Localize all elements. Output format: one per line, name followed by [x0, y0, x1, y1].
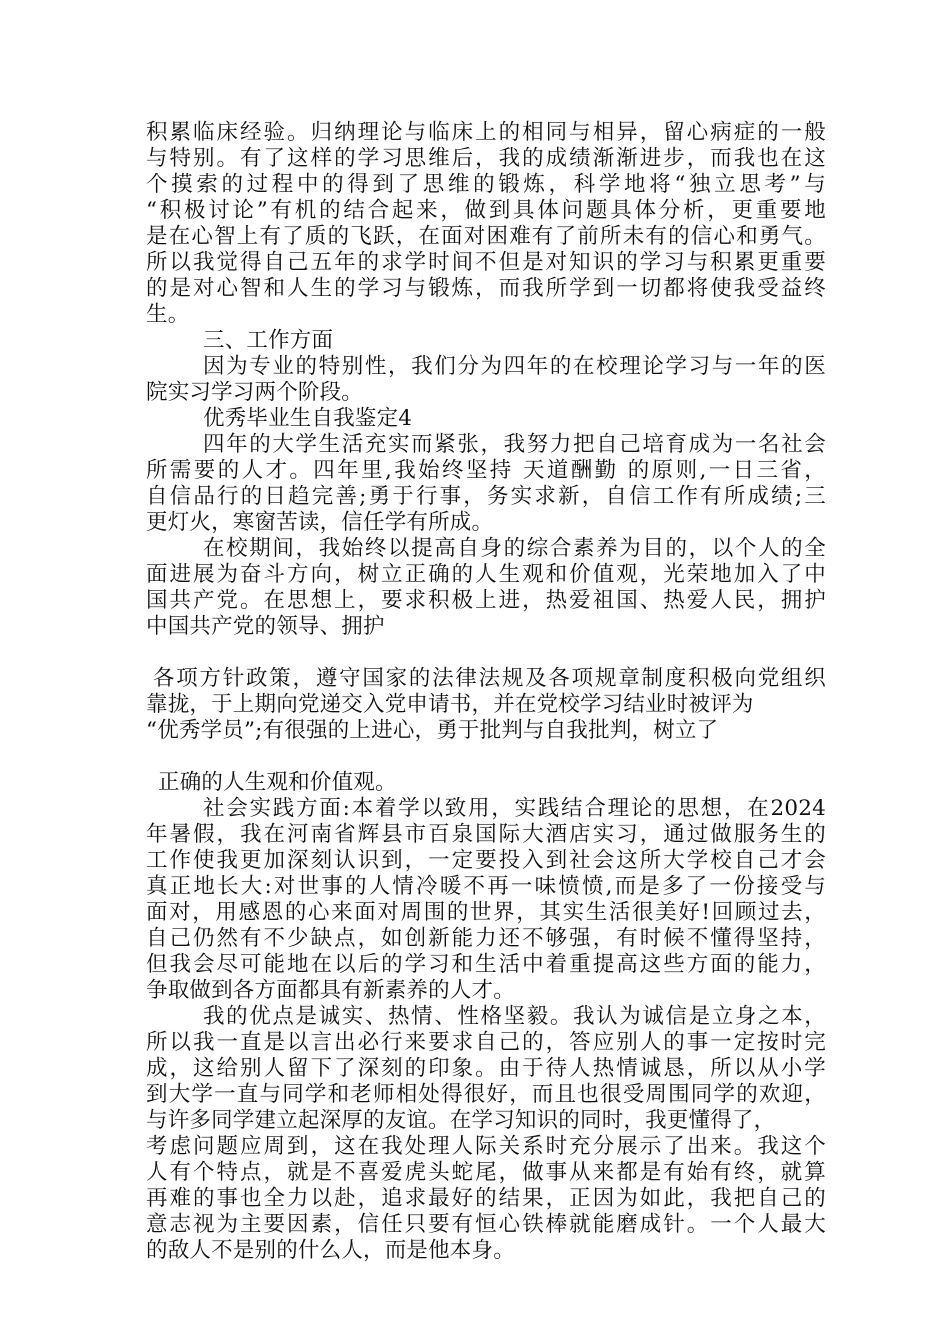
text-line: 的是对心智和人生的学习与锻炼，而我所学到一切都将使我受益终	[146, 276, 826, 301]
text-line: 与许多同学建立起深厚的友谊。在学习知识的同时，我更懂得了，	[146, 1108, 776, 1133]
text-line: 真正地长大:对世事的人情冷暖不再一味愤愤,而是多了一份接受与	[146, 874, 826, 899]
text-line: 所需要的人才。四年里,我始终坚持 天道酬勤 的原则,一日三省，	[146, 458, 826, 483]
article-title: 优秀毕业生自我鉴定4	[203, 406, 413, 431]
section-heading: 三、工作方面	[203, 328, 334, 353]
text-line: 积累临床经验。归纳理论与临床上的相同与相异，留心病症的一般	[146, 120, 826, 145]
text-line: 社会实践方面:本着学以致用，实践结合理论的思想，在2024	[203, 796, 826, 821]
text-line: 靠拢，于上期向党递交入党申请书，并在党校学习结业时被评为	[146, 692, 754, 717]
text-line: 正确的人生观和价值观。	[158, 770, 397, 795]
text-line: 到大学一直与同学和老师相处得很好，而且也很受周围同学的欢迎，	[146, 1082, 826, 1107]
text-line: 生。	[146, 302, 190, 327]
text-line: 考虑问题应周到，这在我处理人际关系时充分展示了出来。我这个	[146, 1134, 826, 1159]
text-line: 我的优点是诚实、热情、性格坚毅。我认为诚信是立身之本，	[203, 1004, 826, 1029]
text-line: 在校期间，我始终以提高自身的综合素养为目的，以个人的全	[203, 536, 826, 561]
text-line: 自信品行的日趋完善;勇于行事，务实求新，自信工作有所成绩;三	[146, 484, 826, 509]
text-line: 年暑假，我在河南省辉县市百泉国际大酒店实习，通过做服务生的	[146, 822, 826, 847]
text-line: 各项方针政策，遵守国家的法律法规及各项规章制度积极向党组织	[153, 666, 826, 691]
text-line: “优秀学员”;有很强的上进心，勇于批判与自我批判，树立了	[146, 718, 719, 743]
text-line: 争取做到各方面都具有新素养的人才。	[146, 978, 515, 1003]
text-line: 四年的大学生活充实而紧张，我努力把自己培育成为一名社会	[203, 432, 826, 457]
text-line: 更灯火，寒窗苦读，信任学有所成。	[146, 510, 494, 535]
text-line: 成，这给别人留下了深刻的印象。由于待人热情诚恳，所以从小学	[146, 1056, 826, 1081]
text-line: 个摸索的过程中的得到了思维的锻炼，科学地将“独立思考”与	[146, 172, 826, 197]
text-line: 面对，用感恩的心来面对周围的世界，其实生活很美好!回顾过去，	[146, 900, 826, 925]
text-line: 院实习学习两个阶段。	[146, 380, 364, 405]
text-line: 再难的事也全力以赴，追求最好的结果，正因为如此，我把自己的	[146, 1186, 826, 1211]
text-line: 中国共产党的领导、拥护	[146, 614, 385, 639]
text-line: 是在心智上有了质的飞跃，在面对困难有了前所未有的信心和勇气。	[146, 224, 826, 249]
text-line: 所以我一直是以言出必行来要求自己的，答应别人的事一定按时完	[146, 1030, 826, 1055]
text-line: 人有个特点，就是不喜爱虎头蛇尾，做事从来都是有始有终，就算	[146, 1160, 826, 1185]
text-line: 与特别。有了这样的学习思维后，我的成绩渐渐进步，而我也在这	[146, 146, 826, 171]
text-line: 国共产党。在思想上，要求积极上进，热爱祖国、热爱人民，拥护	[146, 588, 826, 613]
text-line: 面进展为奋斗方向，树立正确的人生观和价值观，光荣地加入了中	[146, 562, 826, 587]
text-line: “积极讨论”有机的结合起来，做到具体问题具体分析，更重要地	[146, 198, 826, 223]
text-line: 工作使我更加深刻认识到，一定要投入到社会这所大学校自己才会	[146, 848, 826, 873]
text-line: 所以我觉得自己五年的求学时间不但是对知识的学习与积累更重要	[146, 250, 826, 275]
text-line: 意志视为主要因素，信任只要有恒心铁棒就能磨成针。一个人最大	[146, 1212, 826, 1237]
text-line: 自己仍然有不少缺点，如创新能力还不够强，有时候不懂得坚持，	[146, 926, 826, 951]
text-line: 因为专业的特别性，我们分为四年的在校理论学习与一年的医	[203, 354, 826, 379]
text-line: 但我会尽可能地在以后的学习和生活中着重提高这些方面的能力，	[146, 952, 826, 977]
text-line: 的敌人不是别的什么人，而是他本身。	[146, 1238, 515, 1263]
